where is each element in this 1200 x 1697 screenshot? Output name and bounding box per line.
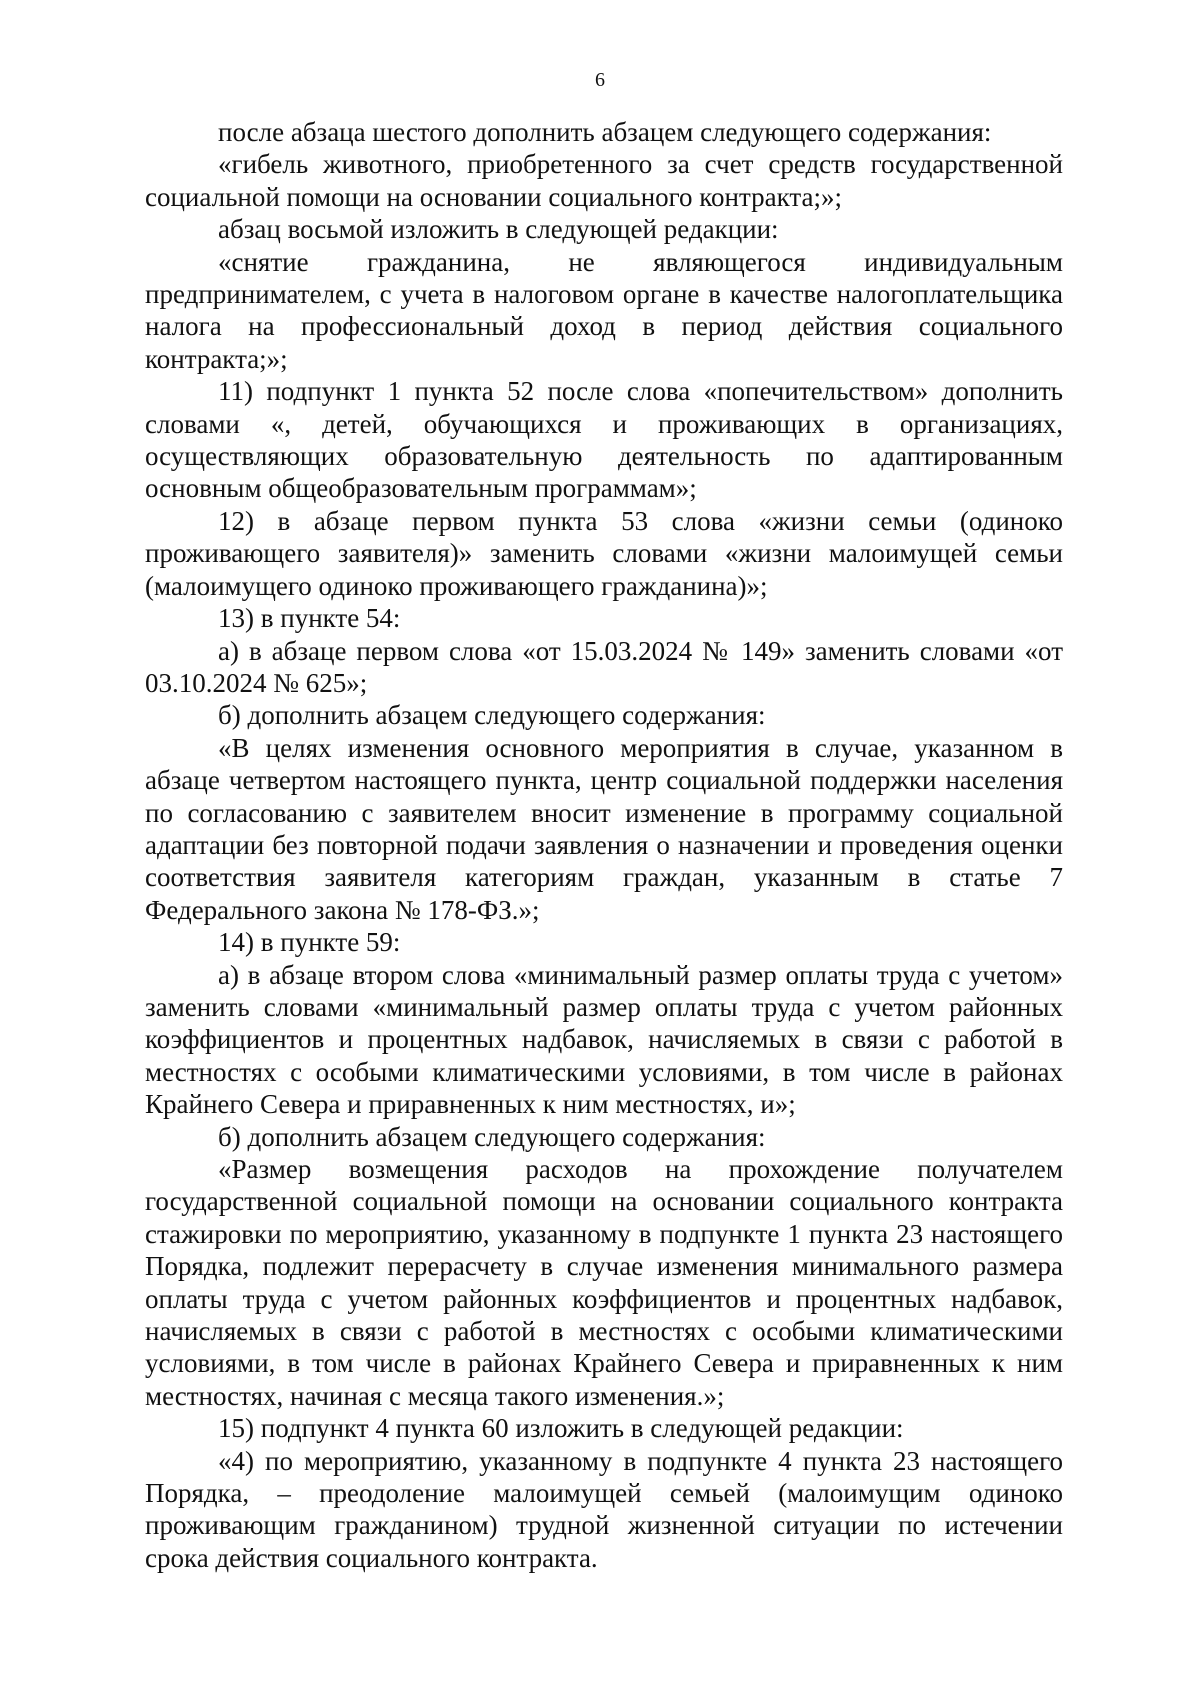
- paragraph-item-13b: б) дополнить абзацем следующего содержания:: [218, 700, 766, 731]
- paragraph-animal-death: «гибель животного, приобретенного за счет средств государственной социальной помощи на основании социального контракта;»;: [145, 149, 1063, 212]
- paragraph-deregistration: «снятие гражданина, не являющегося индивидуальным предпринимателем, с учета в налоговом органе в качестве налогоплательщика налога на профессиональный доход в период действия социального контракта;»;: [145, 246, 1063, 374]
- paragraph-item-13b-text: «В целях изменения основного мероприятия в случае, указанном в абзаце четвертом настоящего пункта, центр социальной поддержки населения по согласованию с заявителем вносит изменение в программу социальной адаптации без повторной подачи заявления о назначении и проведения оценки соответствия заявителя категориям граждан, указанным в статье 7 Федерального закона № 178-ФЗ.»;: [145, 732, 1063, 925]
- paragraph-item-14a: а) в абзаце втором слова «минимальный размер оплаты труда с учетом» заменить словами «минимальный размер оплаты труда с учетом районных коэффициентов и процентных надбавок, начисляемых в связи с работой в местностях с особыми климатическими условиями, в том числе в районах Крайнего Севера и приравненных к ним местностях, и»;: [145, 959, 1063, 1120]
- paragraph-eighth-restate: абзац восьмой изложить в следующей редакции:: [218, 214, 779, 245]
- paragraph-item-15: 15) подпункт 4 пункта 60 изложить в следующей редакции:: [218, 1413, 904, 1444]
- paragraph-item-14: 14) в пункте 59:: [218, 927, 401, 958]
- paragraph-item-12: 12) в абзаце первом пункта 53 слова «жизни семьи (одиноко проживающего заявителя)» заменить словами «жизни малоимущей семьи (малоимущего одиноко проживающего гражданина)»;: [145, 505, 1063, 601]
- paragraph-item-14b-text: «Размер возмещения расходов на прохождение получателем государственной социальной помощи на основании социального контракта стажировки по мероприятию, указанному в подпункте 1 пункта 23 настоящего Порядка, подлежит перерасчету в случае изменения минимального размера оплаты труда с учетом районных коэффициентов и процентных надбавок, начисляемых в связи с работой в местностях с особыми климатическими условиями, в том числе в районах Крайнего Севера и приравненных к ним местностях, начиная с месяца такого изменения.»;: [145, 1154, 1063, 1411]
- paragraph-item-14b: б) дополнить абзацем следующего содержания:: [218, 1121, 766, 1152]
- document-body: [145, 116, 1063, 1574]
- paragraph-item-15-text: «4) по мероприятию, указанному в подпункте 4 пункта 23 настоящего Порядка, – преодоление малоимущей семьей (малоимущим одиноко проживающим гражданином) трудной жизненной ситуации по истечении срока действия социального контракта.: [145, 1445, 1063, 1573]
- paragraph-item-11: 11) подпункт 1 пункта 52 после слова «попечительством» дополнить словами «, детей, обучающихся и проживающих в организациях, осуществляющих образовательную деятельность по адаптированным основным общеобразовательным программам»;: [145, 376, 1063, 504]
- page-number: 6: [595, 69, 605, 91]
- paragraph-item-13: 13) в пункте 54:: [218, 603, 401, 634]
- paragraph-amend-after-sixth: после абзаца шестого дополнить абзацем следующего содержания:: [218, 117, 992, 147]
- paragraph-item-13a: а) в абзаце первом слова «от 15.03.2024 № 149» заменить словами «от 03.10.2024 № 625»;: [145, 635, 1063, 698]
